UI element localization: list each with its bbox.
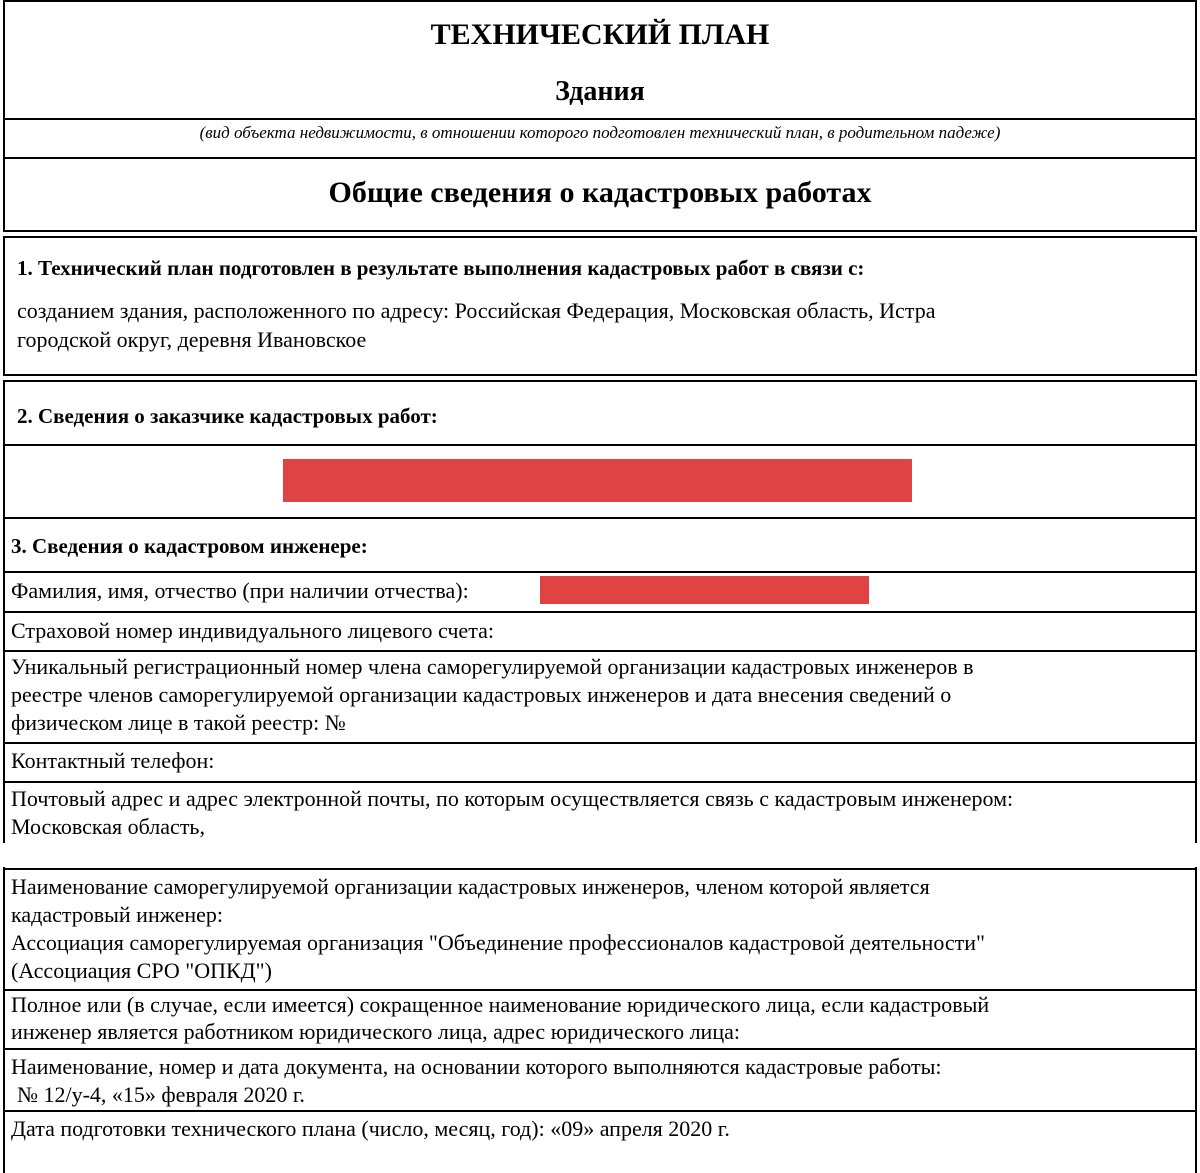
customer-redaction: [283, 459, 912, 502]
fio-label: Фамилия, имя, отчество (при наличии отчества):: [11, 578, 469, 603]
object-type-note: (вид объекта недвижимости, в отношении которого подготовлен технический план, в родительном падеже): [199, 123, 1001, 142]
erased-area: [0, 843, 1200, 867]
section1-line: созданием здания, расположенного по адресу: Российская Федерация, Московская область, Истра: [17, 298, 936, 323]
document-basis-line: Наименование, номер и дата документа, на основании которого выполняются кадастровые работы:: [11, 1054, 942, 1079]
document-title: ТЕХНИЧЕСКИЙ ПЛАН: [430, 18, 770, 51]
divider: [3, 650, 1197, 652]
divider: [3, 1110, 1197, 1112]
reg-number-line: реестре членов саморегулируемой организации кадастровых инженеров и дата внесения сведений о: [11, 682, 952, 707]
section3-heading: 3. Сведения о кадастровом инженере:: [11, 534, 368, 558]
phone-label: Контактный телефон:: [11, 748, 215, 773]
object-type: Здания: [555, 76, 645, 107]
divider: [3, 611, 1197, 613]
snils-label: Страховой номер индивидуального лицевого счета:: [11, 618, 494, 643]
section2-heading: 2. Сведения о заказчике кадастровых работ:: [17, 404, 438, 428]
section-title: Общие сведения о кадастровых работах: [328, 176, 872, 209]
post-address-line: Почтовый адрес и адрес электронной почты, по которым осуществляется связь с кадастровым инженером:: [11, 786, 1014, 811]
divider: [3, 989, 1197, 991]
sro-line: Наименование саморегулируемой организации кадастровых инженеров, членом которой является: [11, 874, 930, 899]
document-basis-line: № 12/у-4, «15» февраля 2020 г.: [17, 1082, 305, 1107]
divider: [3, 517, 1197, 519]
sro-line: Ассоциация саморегулируемая организация "Объединение профессионалов кадастровой деятельности": [11, 930, 986, 955]
sro-line: кадастровый инженер:: [11, 902, 224, 927]
fio-redaction: [540, 576, 869, 604]
section1-line: городской округ, деревня Ивановское: [17, 327, 367, 352]
sro-line: (Ассоциация СРО "ОПКД"): [11, 958, 272, 983]
legal-entity-line: Полное или (в случае, если имеется) сокращенное наименование юридического лица, если кадастровый: [11, 992, 990, 1017]
divider: [3, 157, 1197, 159]
divider: [3, 781, 1197, 783]
legal-entity-line: инженер является работником юридического лица, адрес юридического лица:: [11, 1019, 740, 1044]
reg-number-line: физическом лице в такой реестр: №: [11, 710, 346, 735]
divider: [3, 742, 1197, 744]
divider: [3, 868, 1197, 870]
post-address-line: Московская область,: [11, 814, 205, 839]
divider: [3, 571, 1197, 573]
preparation-date-line: Дата подготовки технического плана (число, месяц, год): «09» апреля 2020 г.: [11, 1116, 730, 1141]
section1-heading: 1. Технический план подготовлен в результате выполнения кадастровых работ в связи с:: [17, 256, 865, 280]
divider: [3, 1048, 1197, 1050]
divider: [3, 444, 1197, 446]
reg-number-line: Уникальный регистрационный номер члена саморегулируемой организации кадастровых инженеров в: [11, 654, 974, 679]
divider: [3, 118, 1197, 120]
